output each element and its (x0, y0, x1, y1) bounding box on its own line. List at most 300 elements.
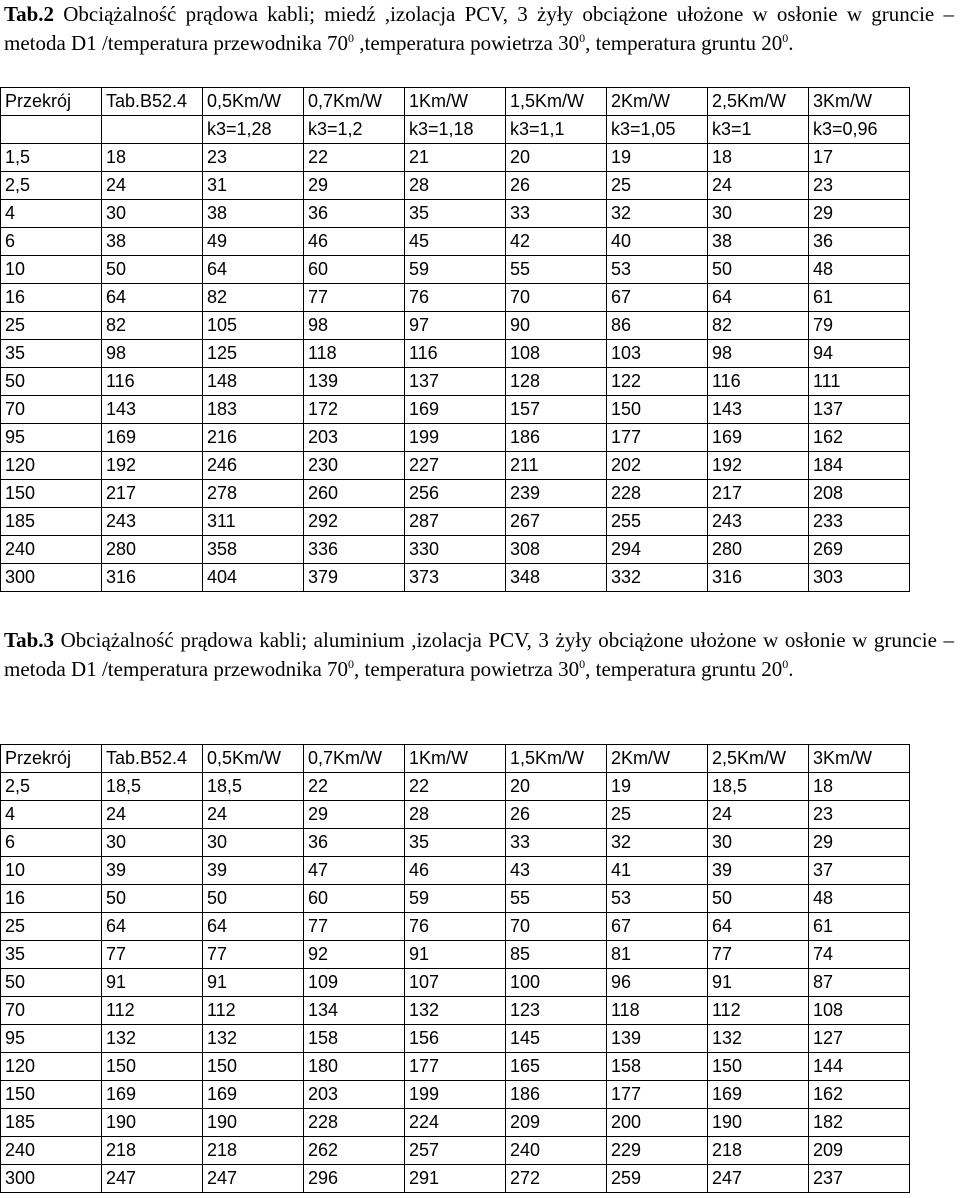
table-cell: 218 (102, 1137, 203, 1165)
table-cell: 247 (102, 1165, 203, 1193)
table-cell: 228 (304, 1109, 405, 1137)
table-cell: 278 (203, 480, 304, 508)
table-cell: 272 (506, 1165, 607, 1193)
table-cell: 218 (203, 1137, 304, 1165)
table-cell: 18,5 (708, 773, 809, 801)
table-cell: 182 (809, 1109, 910, 1137)
table-cell: 30 (203, 829, 304, 857)
header-row (1, 745, 910, 773)
table-cell: 209 (506, 1109, 607, 1137)
table-cell: 127 (809, 1025, 910, 1053)
table-cell: 169 (708, 1081, 809, 1109)
table-cell: 74 (809, 941, 910, 969)
subheader-row (1, 116, 910, 144)
table-cell: 23 (809, 801, 910, 829)
table-cell: 211 (506, 452, 607, 480)
table-cell: 143 (102, 396, 203, 424)
table-cell: 116 (102, 368, 203, 396)
table-cell: 185 (1, 508, 102, 536)
table-row (1, 885, 910, 913)
table-cell: 137 (405, 368, 506, 396)
table-cell: 122 (607, 368, 708, 396)
header-cell: 1,5Km/W (506, 88, 607, 116)
table-cell: 4 (1, 801, 102, 829)
table-row (1, 773, 910, 801)
table-cell: 24 (203, 801, 304, 829)
table3-caption-prefix: Tab.3 (4, 628, 55, 652)
table-cell: 300 (1, 1165, 102, 1193)
table-cell: 36 (304, 200, 405, 228)
table-cell: 291 (405, 1165, 506, 1193)
table-cell: 50 (1, 969, 102, 997)
table-cell: 32 (607, 200, 708, 228)
table-cell: 255 (607, 508, 708, 536)
table-cell: 64 (102, 913, 203, 941)
table-cell: 30 (708, 200, 809, 228)
table-cell: 239 (506, 480, 607, 508)
header-cell: k3=1,18 (405, 116, 506, 144)
table-cell: 247 (203, 1165, 304, 1193)
table3-caption-mid2: , temperatura gruntu 20 (585, 657, 783, 681)
table-cell: 125 (203, 340, 304, 368)
table-cell: 190 (708, 1109, 809, 1137)
table-cell: 46 (405, 857, 506, 885)
table-cell: 30 (102, 829, 203, 857)
table-cell: 91 (102, 969, 203, 997)
table-row (1, 997, 910, 1025)
table-cell: 217 (102, 480, 203, 508)
header-cell: 1,5Km/W (506, 745, 607, 773)
table-cell: 2,5 (1, 172, 102, 200)
table-cell: 30 (708, 829, 809, 857)
header-cell: 0,5Km/W (203, 88, 304, 116)
table-cell: 50 (1, 368, 102, 396)
table-row (1, 1109, 910, 1137)
table-cell: 43 (506, 857, 607, 885)
table-cell: 22 (304, 773, 405, 801)
table-cell: 311 (203, 508, 304, 536)
table-cell: 25 (607, 801, 708, 829)
table-cell: 33 (506, 829, 607, 857)
table-cell: 95 (1, 424, 102, 452)
degree-sup: 0 (348, 657, 355, 671)
table-cell: 29 (809, 200, 910, 228)
table-row (1, 1081, 910, 1109)
table-cell: 108 (809, 997, 910, 1025)
header-cell: 2Km/W (607, 88, 708, 116)
table-cell: 233 (809, 508, 910, 536)
table-cell: 280 (102, 536, 203, 564)
table-cell: 262 (304, 1137, 405, 1165)
table-row (1, 452, 910, 480)
table-cell: 137 (809, 396, 910, 424)
header-row (1, 88, 910, 116)
table-cell: 292 (304, 508, 405, 536)
table-cell: 21 (405, 144, 506, 172)
table-cell: 33 (506, 200, 607, 228)
table-cell: 120 (1, 452, 102, 480)
table-cell: 76 (405, 284, 506, 312)
table-cell: 150 (1, 480, 102, 508)
table-cell: 116 (708, 368, 809, 396)
header-cell: k3=1,2 (304, 116, 405, 144)
table-row (1, 941, 910, 969)
table-cell: 61 (809, 913, 910, 941)
table-cell: 39 (708, 857, 809, 885)
table-cell: 145 (506, 1025, 607, 1053)
table-cell: 139 (607, 1025, 708, 1053)
table-row (1, 228, 910, 256)
table-cell: 48 (809, 885, 910, 913)
table-cell: 64 (203, 256, 304, 284)
table-cell: 143 (708, 396, 809, 424)
table-cell: 20 (506, 144, 607, 172)
table-cell: 55 (506, 256, 607, 284)
table-cell: 132 (203, 1025, 304, 1053)
table-row (1, 312, 910, 340)
header-cell: 0,7Km/W (304, 88, 405, 116)
table-cell: 64 (708, 284, 809, 312)
table-cell: 348 (506, 564, 607, 592)
table-cell: 53 (607, 256, 708, 284)
table-cell: 82 (708, 312, 809, 340)
header-cell: Tab.B52.4 (102, 745, 203, 773)
header-cell (1, 116, 102, 144)
table-cell: 77 (102, 941, 203, 969)
table-row (1, 969, 910, 997)
table-cell: 29 (809, 829, 910, 857)
table-cell: 50 (102, 256, 203, 284)
table-cell: 303 (809, 564, 910, 592)
table-cell: 177 (607, 1081, 708, 1109)
table-cell: 123 (506, 997, 607, 1025)
degree-sup: 0 (348, 31, 355, 45)
table-cell: 216 (203, 424, 304, 452)
table-cell: 25 (1, 913, 102, 941)
table-cell: 76 (405, 913, 506, 941)
table-cell: 38 (708, 228, 809, 256)
table-cell: 35 (405, 829, 506, 857)
table-cell: 59 (405, 256, 506, 284)
table2-caption-mid2: , temperatura gruntu 20 (585, 31, 783, 55)
table-cell: 24 (102, 801, 203, 829)
table-cell: 82 (203, 284, 304, 312)
table-cell: 118 (304, 340, 405, 368)
table-cell: 150 (607, 396, 708, 424)
table-row (1, 1025, 910, 1053)
table-cell: 120 (1, 1053, 102, 1081)
table-cell: 203 (304, 1081, 405, 1109)
table-cell: 60 (304, 256, 405, 284)
table-row (1, 536, 910, 564)
table-row (1, 1165, 910, 1193)
table-cell: 70 (1, 997, 102, 1025)
table3-caption-text: Obciążalność prądowa kabli; aluminium ,izolacja PCV, 3 żyły obciążone ułożone w osłonie w gruncie –metoda D1 /temperatura przewodnika 70 (4, 628, 954, 681)
table-cell: 177 (405, 1053, 506, 1081)
table-cell: 70 (506, 284, 607, 312)
table-cell: 172 (304, 396, 405, 424)
table-cell: 192 (708, 452, 809, 480)
table-cell: 112 (102, 997, 203, 1025)
table-cell: 50 (708, 256, 809, 284)
table-cell: 116 (405, 340, 506, 368)
table-cell: 25 (1, 312, 102, 340)
table-cell: 150 (1, 1081, 102, 1109)
table-cell: 22 (405, 773, 506, 801)
table-cell: 247 (708, 1165, 809, 1193)
header-cell: k3=1 (708, 116, 809, 144)
table-cell: 67 (607, 913, 708, 941)
table-cell: 230 (304, 452, 405, 480)
table-cell: 50 (708, 885, 809, 913)
table-row (1, 857, 910, 885)
table-cell: 29 (304, 172, 405, 200)
table-cell: 218 (708, 1137, 809, 1165)
table-row (1, 1053, 910, 1081)
table-cell: 10 (1, 857, 102, 885)
table-cell: 64 (708, 913, 809, 941)
table-cell: 18 (102, 144, 203, 172)
table-row (1, 564, 910, 592)
header-cell (102, 116, 203, 144)
table-cell: 94 (809, 340, 910, 368)
table-cell: 158 (607, 1053, 708, 1081)
table-cell: 38 (203, 200, 304, 228)
table-cell: 50 (203, 885, 304, 913)
table-cell: 280 (708, 536, 809, 564)
table-cell: 38 (102, 228, 203, 256)
table-cell: 35 (405, 200, 506, 228)
table-cell: 200 (607, 1109, 708, 1137)
table-cell: 103 (607, 340, 708, 368)
table-cell: 82 (102, 312, 203, 340)
table-cell: 150 (203, 1053, 304, 1081)
table-row (1, 913, 910, 941)
table-cell: 6 (1, 829, 102, 857)
table-cell: 85 (506, 941, 607, 969)
header-cell: 2,5Km/W (708, 88, 809, 116)
table3-caption (4, 626, 954, 684)
table-cell: 199 (405, 424, 506, 452)
table-cell: 98 (708, 340, 809, 368)
table-row (1, 508, 910, 536)
header-cell: 2,5Km/W (708, 745, 809, 773)
table-cell: 165 (506, 1053, 607, 1081)
table-cell: 60 (304, 885, 405, 913)
table-cell: 26 (506, 172, 607, 200)
table-cell: 237 (809, 1165, 910, 1193)
table-cell: 42 (506, 228, 607, 256)
table-cell: 59 (405, 885, 506, 913)
header-cell: k3=1,1 (506, 116, 607, 144)
table-cell: 70 (506, 913, 607, 941)
table2-caption-end: . (788, 31, 794, 55)
table-cell: 190 (102, 1109, 203, 1137)
table-cell: 37 (809, 857, 910, 885)
table-cell: 336 (304, 536, 405, 564)
table-cell: 10 (1, 256, 102, 284)
table-row (1, 829, 910, 857)
table-cell: 373 (405, 564, 506, 592)
table-cell: 35 (1, 340, 102, 368)
header-cell: Przekrój (1, 88, 102, 116)
table-cell: 404 (203, 564, 304, 592)
table-row (1, 340, 910, 368)
table-cell: 267 (506, 508, 607, 536)
table-cell: 49 (203, 228, 304, 256)
table-row (1, 144, 910, 172)
table-row (1, 172, 910, 200)
table-cell: 217 (708, 480, 809, 508)
table-cell: 18,5 (102, 773, 203, 801)
table-cell: 243 (708, 508, 809, 536)
table-cell: 208 (809, 480, 910, 508)
table-cell: 61 (809, 284, 910, 312)
table-cell: 19 (607, 773, 708, 801)
table2-caption-mid: ,temperatura powietrza 30 (354, 31, 580, 55)
table-cell: 24 (102, 172, 203, 200)
table-cell: 132 (102, 1025, 203, 1053)
table-cell: 46 (304, 228, 405, 256)
table-cell: 23 (809, 172, 910, 200)
degree-sup: 0 (782, 31, 789, 45)
table-cell: 28 (405, 172, 506, 200)
table-cell: 90 (506, 312, 607, 340)
header-cell: k3=1,28 (203, 116, 304, 144)
table-cell: 77 (203, 941, 304, 969)
table-cell: 98 (102, 340, 203, 368)
table-cell: 53 (607, 885, 708, 913)
header-cell: 2Km/W (607, 745, 708, 773)
table-cell: 358 (203, 536, 304, 564)
table-cell: 91 (405, 941, 506, 969)
table-cell: 95 (1, 1025, 102, 1053)
table-cell: 77 (304, 913, 405, 941)
table-cell: 25 (607, 172, 708, 200)
table-row (1, 284, 910, 312)
table-cell: 16 (1, 284, 102, 312)
header-cell: k3=1,05 (607, 116, 708, 144)
table-cell: 16 (1, 885, 102, 913)
table-cell: 64 (203, 913, 304, 941)
table-cell: 39 (203, 857, 304, 885)
table-row (1, 1137, 910, 1165)
table-cell: 162 (809, 1081, 910, 1109)
table-cell: 180 (304, 1053, 405, 1081)
table-row (1, 368, 910, 396)
table-row (1, 480, 910, 508)
table-cell: 246 (203, 452, 304, 480)
table-cell: 269 (809, 536, 910, 564)
table-cell: 243 (102, 508, 203, 536)
table-cell: 118 (607, 997, 708, 1025)
table-cell: 227 (405, 452, 506, 480)
table-cell: 177 (607, 424, 708, 452)
table2-caption-prefix: Tab.2 (4, 2, 55, 26)
table-cell: 26 (506, 801, 607, 829)
table-cell: 97 (405, 312, 506, 340)
table-cell: 24 (708, 801, 809, 829)
table-cell: 22 (304, 144, 405, 172)
table-cell: 185 (1, 1109, 102, 1137)
table-cell: 91 (708, 969, 809, 997)
header-cell: Przekrój (1, 745, 102, 773)
table-cell: 41 (607, 857, 708, 885)
table-cell: 169 (708, 424, 809, 452)
table-cell: 169 (405, 396, 506, 424)
table-cell: 19 (607, 144, 708, 172)
table-cell: 186 (506, 424, 607, 452)
table-cell: 107 (405, 969, 506, 997)
table-cell: 67 (607, 284, 708, 312)
table-cell: 257 (405, 1137, 506, 1165)
table-cell: 1,5 (1, 144, 102, 172)
table-cell: 31 (203, 172, 304, 200)
table-row (1, 396, 910, 424)
table-cell: 91 (203, 969, 304, 997)
table-cell: 144 (809, 1053, 910, 1081)
table-cell: 17 (809, 144, 910, 172)
table-cell: 156 (405, 1025, 506, 1053)
table-cell: 157 (506, 396, 607, 424)
table-cell: 47 (304, 857, 405, 885)
table-cell: 148 (203, 368, 304, 396)
table-row (1, 200, 910, 228)
table2-ampacity-copper (0, 87, 910, 592)
table-cell: 308 (506, 536, 607, 564)
table-cell: 45 (405, 228, 506, 256)
table-cell: 162 (809, 424, 910, 452)
table-cell: 87 (809, 969, 910, 997)
table-cell: 260 (304, 480, 405, 508)
table-cell: 48 (809, 256, 910, 284)
table-cell: 228 (607, 480, 708, 508)
table-cell: 169 (102, 1081, 203, 1109)
table-cell: 109 (304, 969, 405, 997)
header-cell: 3Km/W (809, 88, 910, 116)
table-cell: 92 (304, 941, 405, 969)
table-cell: 287 (405, 508, 506, 536)
table-cell: 64 (102, 284, 203, 312)
header-cell: 1Km/W (405, 88, 506, 116)
table2-caption-text: Obciążalność prądowa kabli; miedź ,izolacja PCV, 3 żyły obciążone ułożone w osłonie w gruncie –metoda D1 /temperatura przewodnika 70 (4, 2, 954, 55)
table-cell: 29 (304, 801, 405, 829)
table-cell: 132 (708, 1025, 809, 1053)
table-cell: 36 (809, 228, 910, 256)
table-cell: 36 (304, 829, 405, 857)
table-cell: 256 (405, 480, 506, 508)
table-cell: 105 (203, 312, 304, 340)
degree-sup: 0 (782, 657, 789, 671)
table3-caption-mid: , temperatura powietrza 30 (354, 657, 580, 681)
table-cell: 40 (607, 228, 708, 256)
table-cell: 24 (708, 172, 809, 200)
table-cell: 184 (809, 452, 910, 480)
table-cell: 108 (506, 340, 607, 368)
table-cell: 112 (203, 997, 304, 1025)
header-cell: 3Km/W (809, 745, 910, 773)
table-cell: 158 (304, 1025, 405, 1053)
header-cell: 1Km/W (405, 745, 506, 773)
header-cell: k3=0,96 (809, 116, 910, 144)
table-cell: 39 (102, 857, 203, 885)
table3-caption-end: . (788, 657, 794, 681)
table-cell: 209 (809, 1137, 910, 1165)
table-cell: 18 (809, 773, 910, 801)
table-cell: 294 (607, 536, 708, 564)
table-cell: 300 (1, 564, 102, 592)
table-cell: 70 (1, 396, 102, 424)
